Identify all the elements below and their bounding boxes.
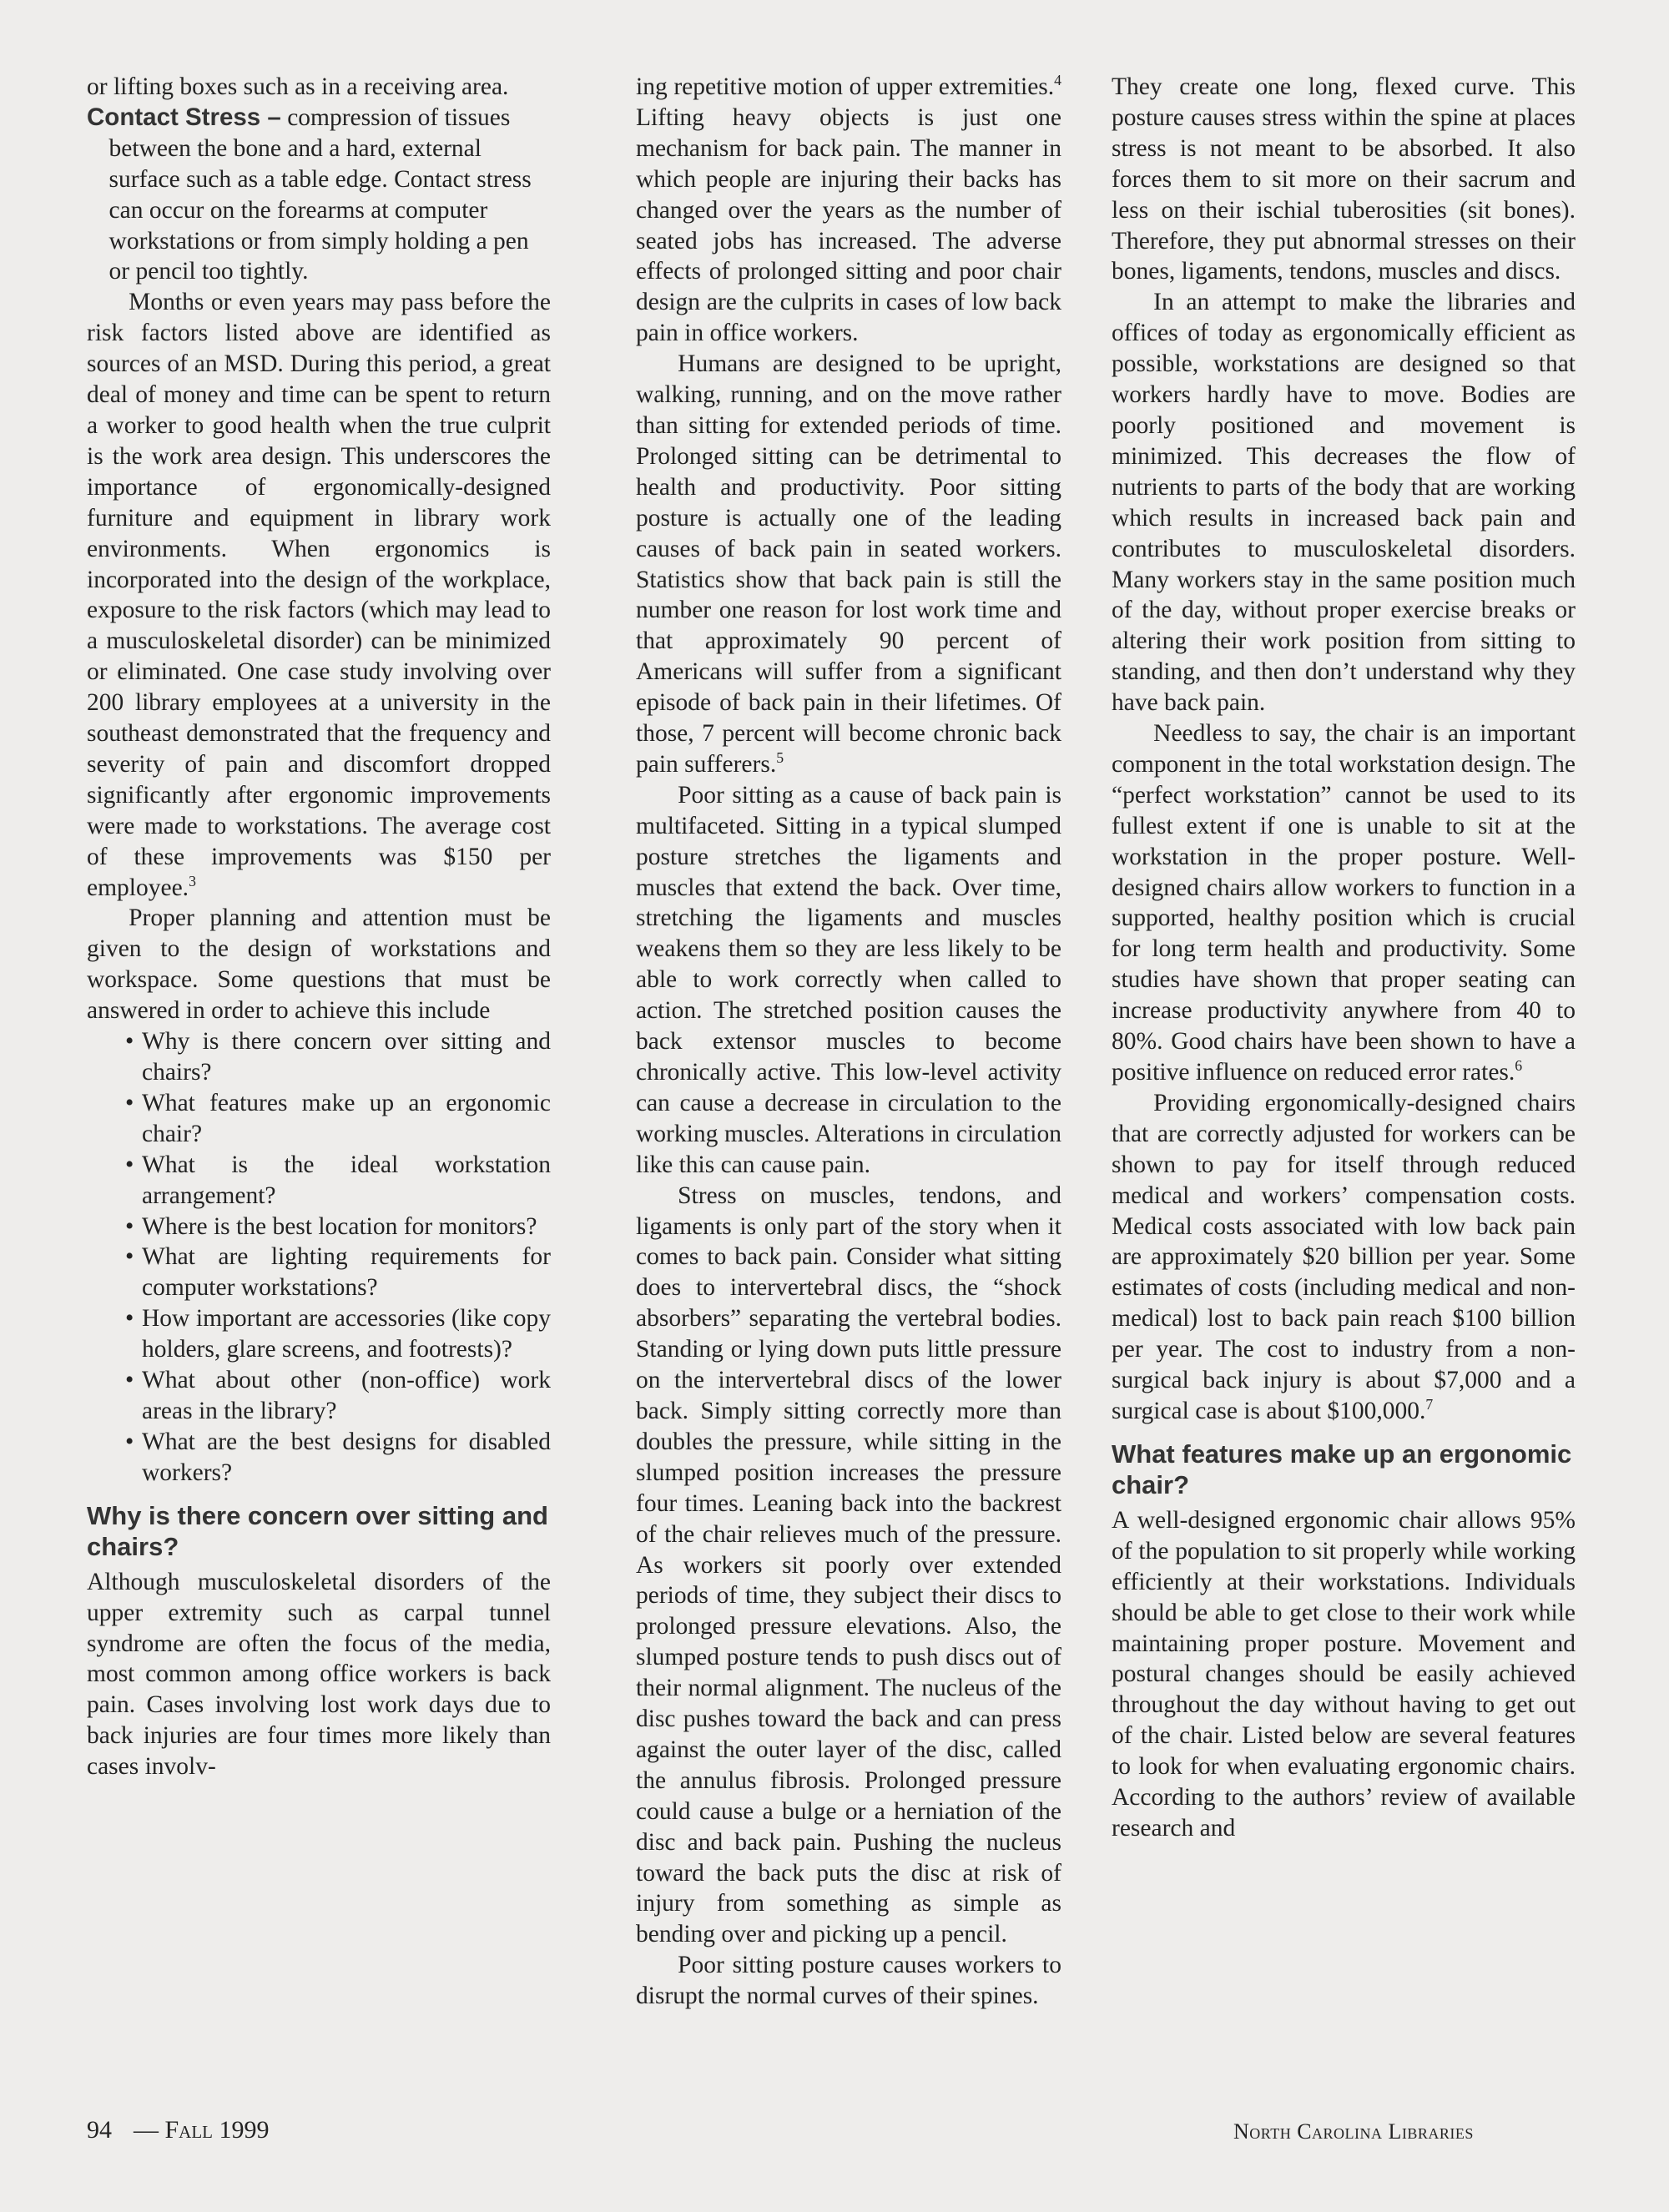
term-label: Contact Stress – [87,103,281,131]
paragraph: Providing ergonomically-designed chairs that are correctly adjusted for workers can be shown to pay for itself through reduced medical and workers’ compensation costs. Medical costs associated with low back pain are approximately $20 billion per year. Some estimates of costs (including medical and non-medical) lost to back pain reach $100 billion per year. The cost to industry from a non-surgical back injury is about $7,000 and a surgical case is about $100,000.$^7$ [1112,1089,1576,1424]
paragraph: Needless to say, the chair is an important component in the total workstation design. The “perfect workstation” cannot be used to its fullest extent if one is unable to sit at the workstation in the proper posture. Well-designed chairs allow workers to function in a supported, healthy position which is crucial for long term health and productivity. Some studies have shown that proper seating can increase productivity anywhere from 40 to 80%. Good chairs have been shown to have a positive influence on reduced error rates.$^6$ [1112,720,1576,1086]
list-item: • What is the ideal workstation arrangement? [125,1150,551,1212]
paragraph: Months or even years may pass before the risk factors listed above are identified as sources of an MSD. During this period, a great deal of money and time can be spent to return a worker to good health when the true culprit is the work area design. This underscores the importance of ergonomically-designed furniture and equipment in library work environments. When ergonomics is incorporated into the design of the workplace, exposure to the risk factors (which may lead to a musculoskeletal disorder) can be minimized or eliminated. One case study involving over 200 library employees at a university in the southeast demonstrated that the frequency and severity of pain and discomfort dropped significantly after ergonomic improvements were made to workstations. The average cost of these improvements was $150 per employee.$^3$ [87,289,551,901]
question-list [87,1026,551,1489]
paragraph: ing repetitive motion of upper extremities.$^4$ Lifting heavy objects is just one mechanism for back pain. The manner in which people are injuring their backs has changed over the years as the number of seated jobs has increased. The adverse effects of prolonged sitting and poor chair design are the culprits in cases of low back pain in office workers. [636,72,1061,347]
footnote-ref: 5 [776,749,784,767]
issue-date: — Fall 1999 [134,2116,270,2144]
paragraph: Stress on muscles, tendons, and ligaments is only part of the story when it comes to back pain. Consider what sitting does to intervertebral discs, the “shock absorbers” separating the vertebral bodies. Standing or lying down puts little pressure on the intervertebral discs of the lower back. Simply sitting correctly more than doubles the pressure, while sitting in the slumped position increases the pressure four times. Leaning back into the backrest of the chair relieves much of the pressure. As workers sit poorly over extended periods of time, they subject their discs to prolonged pressure elevations. Also, the slumped posture tends to push discs out of their normal alignment. The nucleus of the disc pushes toward the back and can press against the outer layer of the disc, called the annulus fibrosis. Prolonged pressure could cause a bulge or a herniation of the disc and back pain. Pushing the nucleus toward the back puts the disc at risk of injury from something as simple as bending over and picking up a pencil. [636,1182,1061,1948]
list-item: • What features make up an ergonomic chair? [125,1088,551,1150]
list-item: • How important are accessories (like copy holders, glare screens, and footrests)? [125,1303,551,1365]
list-item: • Where is the best location for monitors? [125,1212,551,1242]
paragraph: Proper planning and attention must be given to the design of workstations and workspace. Some questions that must be answered in order to achieve this include [87,904,551,1025]
footnote-ref: 3 [189,872,196,889]
paragraph: Humans are designed to be upright, walking, running, and on the move rather than sitting for extended periods of time. Prolonged sitting can be detrimental to health and productivity. Poor sitting posture is actually one of the leading causes of back pain in seated workers. Statistics show that back pain is still the number one reason for lost work time and that approximately 90 percent of Americans will suffer from a significant episode of back pain in their lifetimes. Of those, 7 percent will become chronic back pain sufferers.$^5$ [636,350,1061,778]
footnote-ref: 7 [1425,1396,1434,1413]
text-column-1 [87,72,551,1782]
text-column-3 [1112,72,1576,1844]
journal-name: North Carolina Libraries [1233,2119,1474,2144]
section-heading: What features make up an ergonomic chair? [1112,1439,1572,1499]
paragraph: They create one long, flexed curve. This posture causes stress within the spine at places stress is not meant to be absorbed. It also forces them to sit more on their sacrum and less on their ischial tuberosities (sit bones). Therefore, they put abnormal stresses on their bones, ligaments, tendons, muscles and discs. [1112,73,1576,285]
paragraph: Contact Stress – compression of tissues between the bone and a hard, external surface such as a table edge. Contact stress can occur on the forearms at computer workstations or from simply holding a pen or pencil too tightly. [87,103,532,285]
paragraph: Poor sitting posture causes workers to disrupt the normal curves of their spines. [636,1952,1061,2010]
paragraph: A well-designed ergonomic chair allows 95% of the population to sit properly while working efficiently at their workstations. Individuals should be able to get close to their work while maintaining proper posture. Movement and postural changes should be easily achieved throughout the day without having to get out of the chair. Listed below are several features to look for when evaluating ergonomic chairs. According to the authors’ review of available research and [1112,1506,1576,1842]
footnote-ref: 6 [1515,1057,1523,1075]
paragraph: or lifting boxes such as in a receiving area. [87,73,509,100]
list-item: • What about other (non-office) work areas in the library? [125,1365,551,1427]
list-item: • What are lighting requirements for computer workstations? [125,1242,551,1303]
paragraph: Although musculoskeletal disorders of the upper extremity such as carpal tunnel syndrome are often the focus of the media, most common among office workers is back pain. Cases involving lost work days due to back injuries are four times more likely than cases involv- [87,1568,551,1781]
list-item: • Why is there concern over sitting and chairs? [125,1026,551,1088]
paragraph: In an attempt to make the libraries and offices of today as ergonomically efficient as possible, workstations are designed so that workers hardly have to move. Bodies are poorly positioned and movement is minimized. This decreases the flow of nutrients to parts of the body that are working which results in increased back pain and contributes to musculoskeletal disorders. Many workers stay in the same position much of the day, without proper exercise breaks or altering their work position from sitting to standing, and then don’t understand why they have back pain. [1112,289,1576,717]
list-item: • What are the best designs for disabled workers? [125,1427,551,1489]
paragraph: Poor sitting as a cause of back pain is multifaceted. Sitting in a typical slumped posture stretches the ligaments and muscles that extend the back. Over time, stretching the ligaments and muscles weakens them so they are less likely to be able to work correctly when called to action. The stretched position causes the back extensor muscles to become chronically active. This low-level activity can cause a decrease in circulation to the working muscles. Alterations in circulation like this can cause pain. [636,781,1061,1178]
text-column-2 [636,72,1061,2012]
footnote-ref: 4 [1054,72,1061,89]
section-heading: Why is there concern over sitting and chairs? [87,1500,548,1561]
page-number: 94 [87,2116,112,2144]
